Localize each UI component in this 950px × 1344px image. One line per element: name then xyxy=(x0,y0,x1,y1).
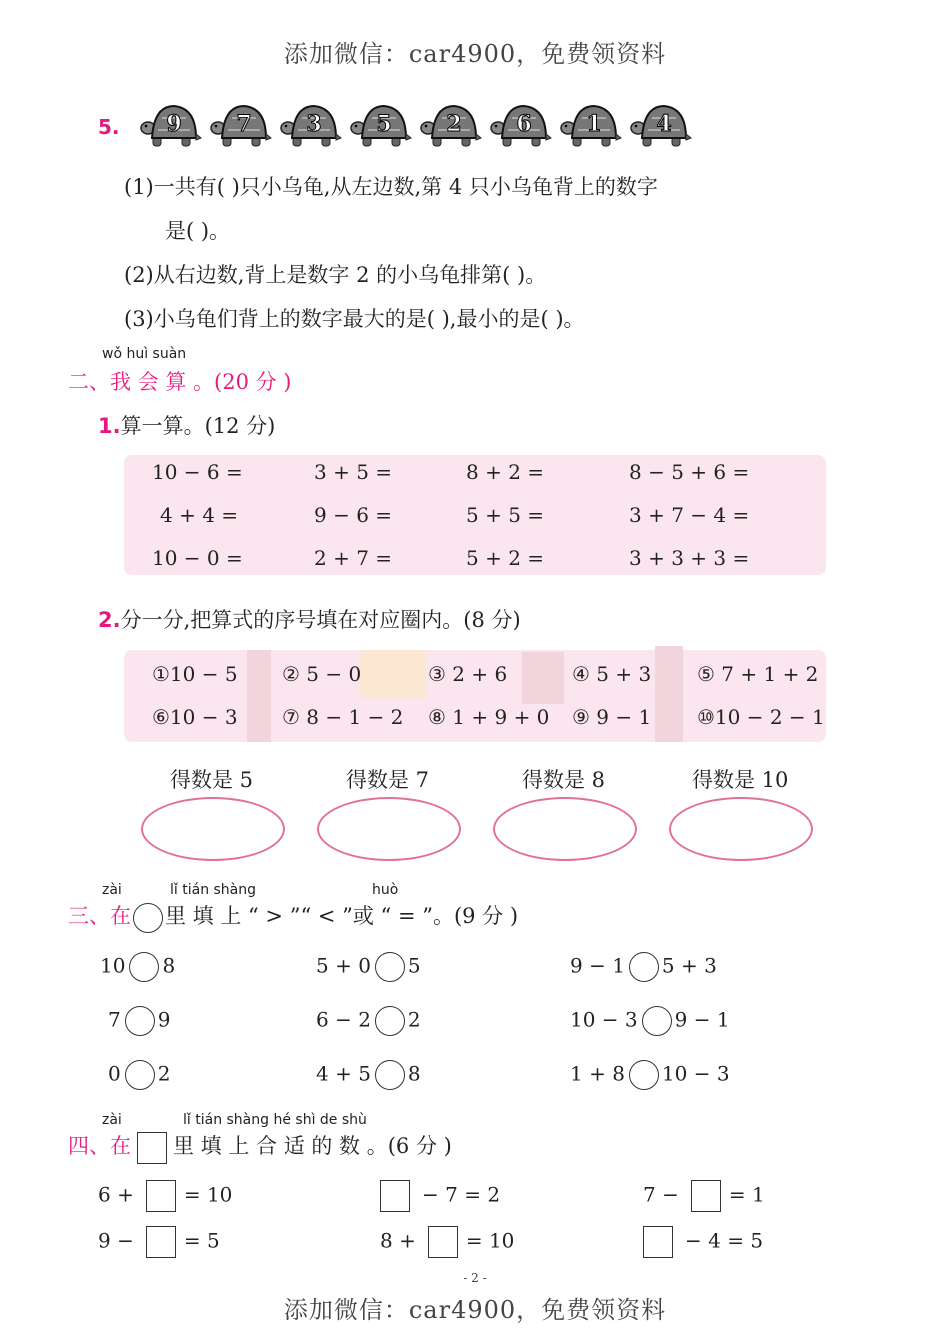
compare-circle[interactable] xyxy=(629,952,659,982)
compare-right: 9 xyxy=(157,1007,171,1032)
fill-item xyxy=(98,1180,232,1212)
turtle-icon xyxy=(350,100,412,150)
fill-box[interactable] xyxy=(146,1226,176,1258)
sub1-text: 算一算。(12 分) xyxy=(120,414,276,438)
compare-right: 8 xyxy=(162,953,176,978)
compare-item xyxy=(316,1006,421,1036)
turtle-number: 9 xyxy=(166,111,182,137)
answer-oval-5[interactable] xyxy=(141,797,285,861)
calc-expression: 9 − 6 = xyxy=(314,503,393,527)
fill-left: 7 − xyxy=(643,1182,679,1207)
compare-left: 4 + 5 xyxy=(316,1061,371,1086)
fill-right: = 10 xyxy=(183,1182,233,1207)
section4-title xyxy=(68,1130,452,1164)
section4-pinyin-rest: lǐ tián shàng hé shì de shù xyxy=(183,1112,367,1128)
turtle-icon xyxy=(490,100,552,150)
section4-instruction: 里 填 上 合 适 的 数 。(6 分 ) xyxy=(173,1134,452,1158)
compare-item xyxy=(570,1006,730,1036)
group-label-7: 得数是 7 xyxy=(346,768,430,792)
watermark-footer: 添加微信：car4900，免费领资料 xyxy=(283,1296,667,1324)
numbered-expression: ⑩10 − 2 − 1 xyxy=(697,705,825,729)
group-label-8: 得数是 8 xyxy=(522,768,606,792)
compare-right: 9 − 1 xyxy=(674,1007,730,1032)
turtle-icon xyxy=(560,100,622,150)
compare-circle[interactable] xyxy=(629,1060,659,1090)
fill-box[interactable] xyxy=(691,1180,721,1212)
turtle-number: 1 xyxy=(586,111,602,137)
calc-expression: 5 + 2 = xyxy=(466,546,545,570)
compare-grid xyxy=(0,948,950,1108)
calc-expression: 3 + 3 + 3 = xyxy=(629,546,750,570)
compare-item xyxy=(316,952,421,982)
section2-sub1 xyxy=(98,410,275,440)
fill-left: 9 − xyxy=(98,1228,134,1253)
q5-line-3: (2)从右边数,背上是数字 2 的小乌龟排第( )。 xyxy=(124,263,547,287)
compare-item xyxy=(316,1060,421,1090)
sub2-number: 2. xyxy=(98,608,121,632)
compare-circle[interactable] xyxy=(375,952,405,982)
group-label-5: 得数是 5 xyxy=(170,768,254,792)
calc-expression: 5 + 5 = xyxy=(466,503,545,527)
sub1-number: 1. xyxy=(98,414,121,438)
turtle-icon xyxy=(630,100,692,150)
calc-expression: 8 + 2 = xyxy=(466,460,545,484)
turtle-icon xyxy=(140,100,202,150)
compare-left: 0 xyxy=(108,1061,121,1086)
section2-pinyin: wǒ huì suàn xyxy=(102,346,187,362)
fill-item xyxy=(98,1226,220,1258)
compare-item xyxy=(108,1006,170,1036)
fill-right: − 4 = 5 xyxy=(685,1228,764,1253)
section2-label: 二、我 会 算 。(20 分 ) xyxy=(68,370,292,394)
square-icon xyxy=(137,1132,167,1164)
compare-left: 7 xyxy=(108,1007,121,1032)
section4-pinyin-zai: zài xyxy=(102,1112,122,1128)
watermark-header: 添加微信：car4900，免费领资料 xyxy=(283,40,667,68)
fill-left: 6 + xyxy=(98,1182,134,1207)
section2-title xyxy=(68,366,291,396)
question-number: 5. xyxy=(98,115,120,139)
turtle-number: 6 xyxy=(516,111,532,137)
calc-expression: 3 + 5 = xyxy=(314,460,393,484)
section3-pinyin-huo: huò xyxy=(372,882,399,898)
group-label-10: 得数是 10 xyxy=(692,768,789,792)
turtle-icon xyxy=(280,100,342,150)
compare-item xyxy=(570,1060,730,1090)
section4-label: 四、在 xyxy=(68,1134,131,1158)
q5-line-4: (3)小乌龟们背上的数字最大的是( ),最小的是( )。 xyxy=(124,307,585,331)
q5-line-2: 是( )。 xyxy=(165,219,231,243)
section3-title xyxy=(68,900,518,933)
calc-expression: 3 + 7 − 4 = xyxy=(629,503,750,527)
fill-grid xyxy=(0,1176,950,1266)
compare-item xyxy=(570,952,717,982)
compare-left: 10 − 3 xyxy=(570,1007,638,1032)
section3-pinyin-li: lǐ tián shàng xyxy=(170,882,257,898)
numbered-expression: ③ 2 + 6 xyxy=(428,662,508,686)
numbered-expression: ⑧ 1 + 9 + 0 xyxy=(428,705,550,729)
section3-pinyin-zai: zài xyxy=(102,882,122,898)
compare-circle[interactable] xyxy=(642,1006,672,1036)
fill-box[interactable] xyxy=(146,1180,176,1212)
compare-left: 9 − 1 xyxy=(570,953,625,978)
compare-left: 1 + 8 xyxy=(570,1061,625,1086)
numbered-expression: ⑤ 7 + 1 + 2 xyxy=(697,662,819,686)
section3-instruction: 里 填 上 “ > ”“ < ”或 “ = ”。(9 分 ) xyxy=(165,904,519,928)
numbered-expression: ⑨ 9 − 1 xyxy=(572,705,652,729)
compare-right: 2 xyxy=(157,1061,171,1086)
turtle-number: 5 xyxy=(376,111,392,137)
turtle-icon xyxy=(420,100,482,150)
answer-oval-10[interactable] xyxy=(669,797,813,861)
calc-expression: 10 − 0 = xyxy=(152,546,243,570)
circle-icon xyxy=(133,903,163,933)
compare-circle[interactable] xyxy=(129,952,159,982)
fill-right: = 5 xyxy=(183,1228,220,1253)
compare-item xyxy=(108,1060,170,1090)
fill-item xyxy=(643,1180,765,1212)
turtle-icon xyxy=(210,100,272,150)
compare-right: 5 + 3 xyxy=(661,953,717,978)
calc-expression: 10 − 6 = xyxy=(152,460,243,484)
turtle-number: 7 xyxy=(236,111,252,137)
compare-right: 10 − 3 xyxy=(661,1061,730,1086)
fill-left: 8 + xyxy=(380,1228,416,1253)
fill-box[interactable] xyxy=(380,1180,410,1212)
section3-label: 三、在 xyxy=(68,904,131,928)
calc-expression: 8 − 5 + 6 = xyxy=(629,460,750,484)
compare-circle[interactable] xyxy=(125,1006,155,1036)
q5-line-1: (1)一共有( )只小乌龟,从左边数,第 4 只小乌龟背上的数字 xyxy=(124,175,658,199)
fill-right: − 7 = 2 xyxy=(422,1182,501,1207)
turtle-number: 4 xyxy=(656,111,672,137)
turtle-number: 2 xyxy=(446,111,462,137)
numbered-expression: ①10 − 5 xyxy=(152,662,238,686)
calc-expression: 2 + 7 = xyxy=(314,546,393,570)
compare-item xyxy=(100,952,175,982)
fill-box[interactable] xyxy=(428,1226,458,1258)
compare-circle[interactable] xyxy=(375,1060,405,1090)
compare-circle[interactable] xyxy=(375,1006,405,1036)
compare-right: 2 xyxy=(407,1007,421,1032)
numbered-expression: ⑥10 − 3 xyxy=(152,705,238,729)
compare-left: 5 + 0 xyxy=(316,953,371,978)
fill-item xyxy=(643,1226,763,1258)
turtle-number: 3 xyxy=(306,111,322,137)
numbered-expression: ④ 5 + 3 xyxy=(572,662,652,686)
section2-sub2 xyxy=(98,604,521,634)
numbered-expression: ⑦ 8 − 1 − 2 xyxy=(282,705,404,729)
calc-grid xyxy=(124,455,826,575)
fill-item xyxy=(380,1180,500,1212)
fill-right: = 10 xyxy=(465,1228,515,1253)
compare-right: 8 xyxy=(407,1061,421,1086)
compare-left: 6 − 2 xyxy=(316,1007,371,1032)
fill-right: = 1 xyxy=(728,1182,765,1207)
page-number: - 2 - xyxy=(463,1271,487,1285)
items-grid xyxy=(124,650,826,742)
fill-box[interactable] xyxy=(643,1226,673,1258)
answer-oval-8[interactable] xyxy=(493,797,637,861)
calc-expression: 4 + 4 = xyxy=(160,503,239,527)
compare-left: 10 xyxy=(100,953,126,978)
fill-item xyxy=(380,1226,514,1258)
compare-circle[interactable] xyxy=(125,1060,155,1090)
numbered-expression: ② 5 − 0 xyxy=(282,662,362,686)
sub2-text: 分一分,把算式的序号填在对应圈内。(8 分) xyxy=(120,608,521,632)
compare-right: 5 xyxy=(407,953,421,978)
answer-oval-7[interactable] xyxy=(317,797,461,861)
